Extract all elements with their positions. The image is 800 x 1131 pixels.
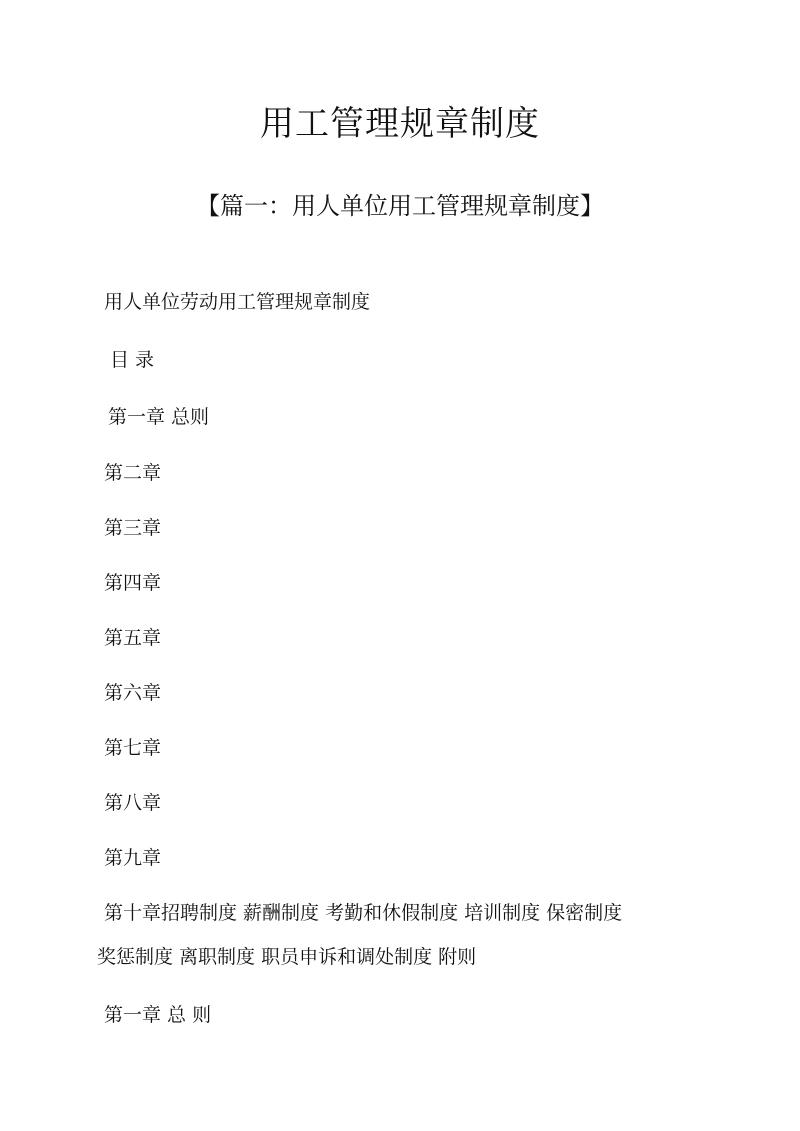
toc-heading: 目 录 [110, 349, 155, 371]
toc-item-continuation: 奖惩制度 离职制度 职员申诉和调处制度 附则 [97, 946, 477, 968]
document-subtitle: 【篇一：用人单位用工管理规章制度】 [196, 192, 604, 220]
chapter-heading: 第一章 总 则 [104, 1004, 212, 1026]
toc-item: 第一章 总则 [108, 406, 210, 428]
toc-item: 第六章 [104, 682, 162, 704]
toc-item: 第七章 [104, 737, 162, 759]
toc-item: 第三章 [104, 517, 162, 539]
toc-item: 第二章 [104, 462, 162, 484]
toc-item: 第五章 [104, 627, 162, 649]
toc-item: 第九章 [104, 847, 162, 869]
toc-item: 第四章 [104, 572, 162, 594]
toc-item: 第十章招聘制度 薪酬制度 考勤和休假制度 培训制度 保密制度 [104, 902, 623, 924]
toc-item: 第八章 [104, 792, 162, 814]
section-heading: 用人单位劳动用工管理规章制度 [104, 291, 371, 313]
document-title: 用工管理规章制度 [260, 104, 540, 144]
